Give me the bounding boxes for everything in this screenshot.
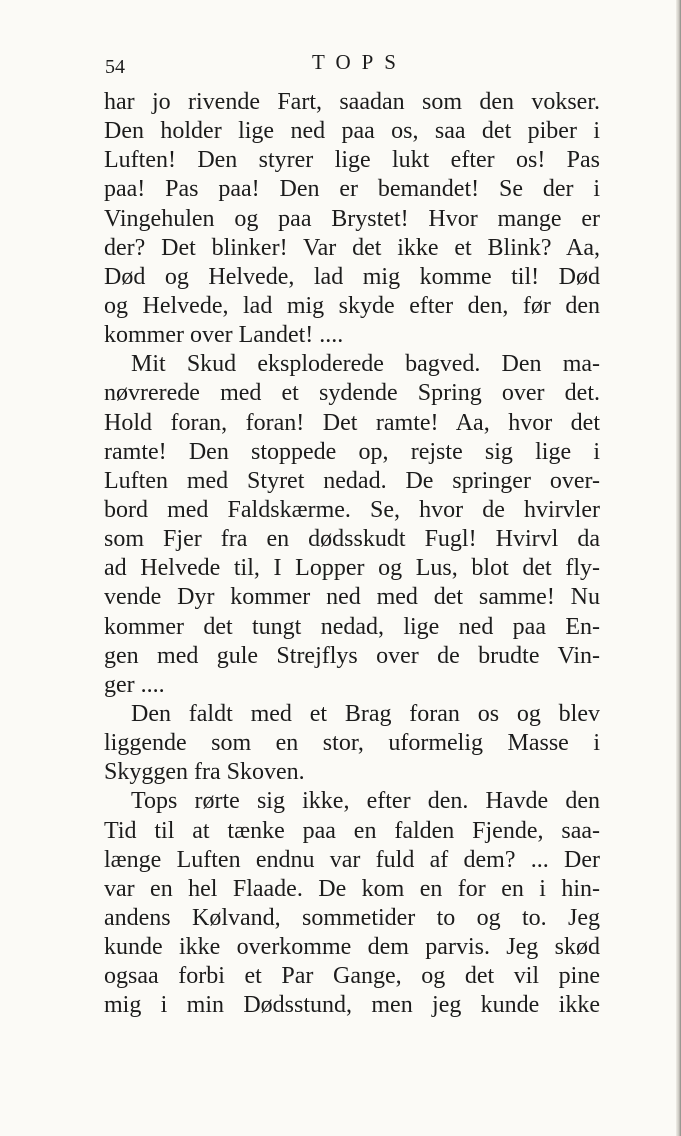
text-line: Skyggen fra Skoven. — [104, 759, 305, 786]
text-line: ramte! Den stoppede op, rejste sig lige i — [104, 438, 600, 465]
text-line: gen med gule Strejflys over de brudte Vin- — [104, 642, 600, 669]
text-line: ogsaa forbi et Par Gange, og det vil pine — [104, 963, 600, 990]
text-line: var en hel Flaade. De kom en for en i hin- — [104, 875, 600, 902]
text-line: Død og Helvede, lad mig komme til! Død — [104, 263, 600, 290]
text-line: har jo rivende Fart, saadan som den vokser. — [104, 89, 600, 115]
text-line: liggende som en stor, uformelig Masse i — [104, 730, 600, 757]
text-line: som Fjer fra en dødsskudt Fugl! Hvirvl da — [104, 526, 600, 553]
text-line: bord med Faldskærme. Se, hvor de hvirvler — [104, 496, 600, 523]
text-line: kommer over Landet! .... — [104, 322, 344, 349]
running-title: TOPS — [312, 50, 407, 74]
text-line: ger .... — [104, 671, 165, 698]
body-text — [104, 88, 600, 1021]
text-line: nøvrerede med et sydende Spring over det. — [104, 380, 600, 407]
text-line: Luften! Den styrer lige lukt efter os! Pas — [104, 147, 600, 174]
text-line: mig i min Dødsstund, men jeg kunde ikke — [104, 992, 600, 1019]
text-line: Den faldt med et Brag foran os og blev — [131, 700, 600, 727]
text-line: andens Kølvand, sommetider to og to. Jeg — [104, 904, 600, 931]
text-line: længe Luften endnu var fuld af dem? ... Der — [104, 846, 600, 873]
text-line: vende Dyr kommer ned med det samme! Nu — [104, 584, 600, 611]
text-line: der? Det blinker! Var det ikke et Blink? Aa, — [104, 234, 600, 261]
text-line: Tops rørte sig ikke, efter den. Havde den — [131, 788, 600, 815]
text-line: Mit Skud eksploderede bagved. Den ma- — [131, 351, 600, 378]
text-line: og Helvede, lad mig skyde efter den, før den — [104, 292, 600, 319]
page-header — [103, 50, 600, 80]
text-line: Den holder lige ned paa os, saa det piber i — [104, 118, 600, 145]
text-line: Tid til at tænke paa en falden Fjende, saa- — [104, 817, 600, 844]
text-line: Hold foran, foran! Det ramte! Aa, hvor det — [104, 409, 600, 436]
text-line: Luften med Styret nedad. De springer over- — [104, 467, 600, 494]
page-edge — [676, 0, 681, 1136]
text-line: kunde ikke overkomme dem parvis. Jeg skød — [104, 934, 600, 961]
text-line: paa! Pas paa! Den er bemandet! Se der i — [104, 176, 600, 203]
text-line: kommer det tungt nedad, lige ned paa En- — [104, 613, 600, 640]
page-number: 54 — [105, 56, 125, 78]
text-line: Vingehulen og paa Brystet! Hvor mange er — [104, 205, 600, 232]
text-line: ad Helvede til, I Lopper og Lus, blot det fly- — [104, 555, 600, 582]
